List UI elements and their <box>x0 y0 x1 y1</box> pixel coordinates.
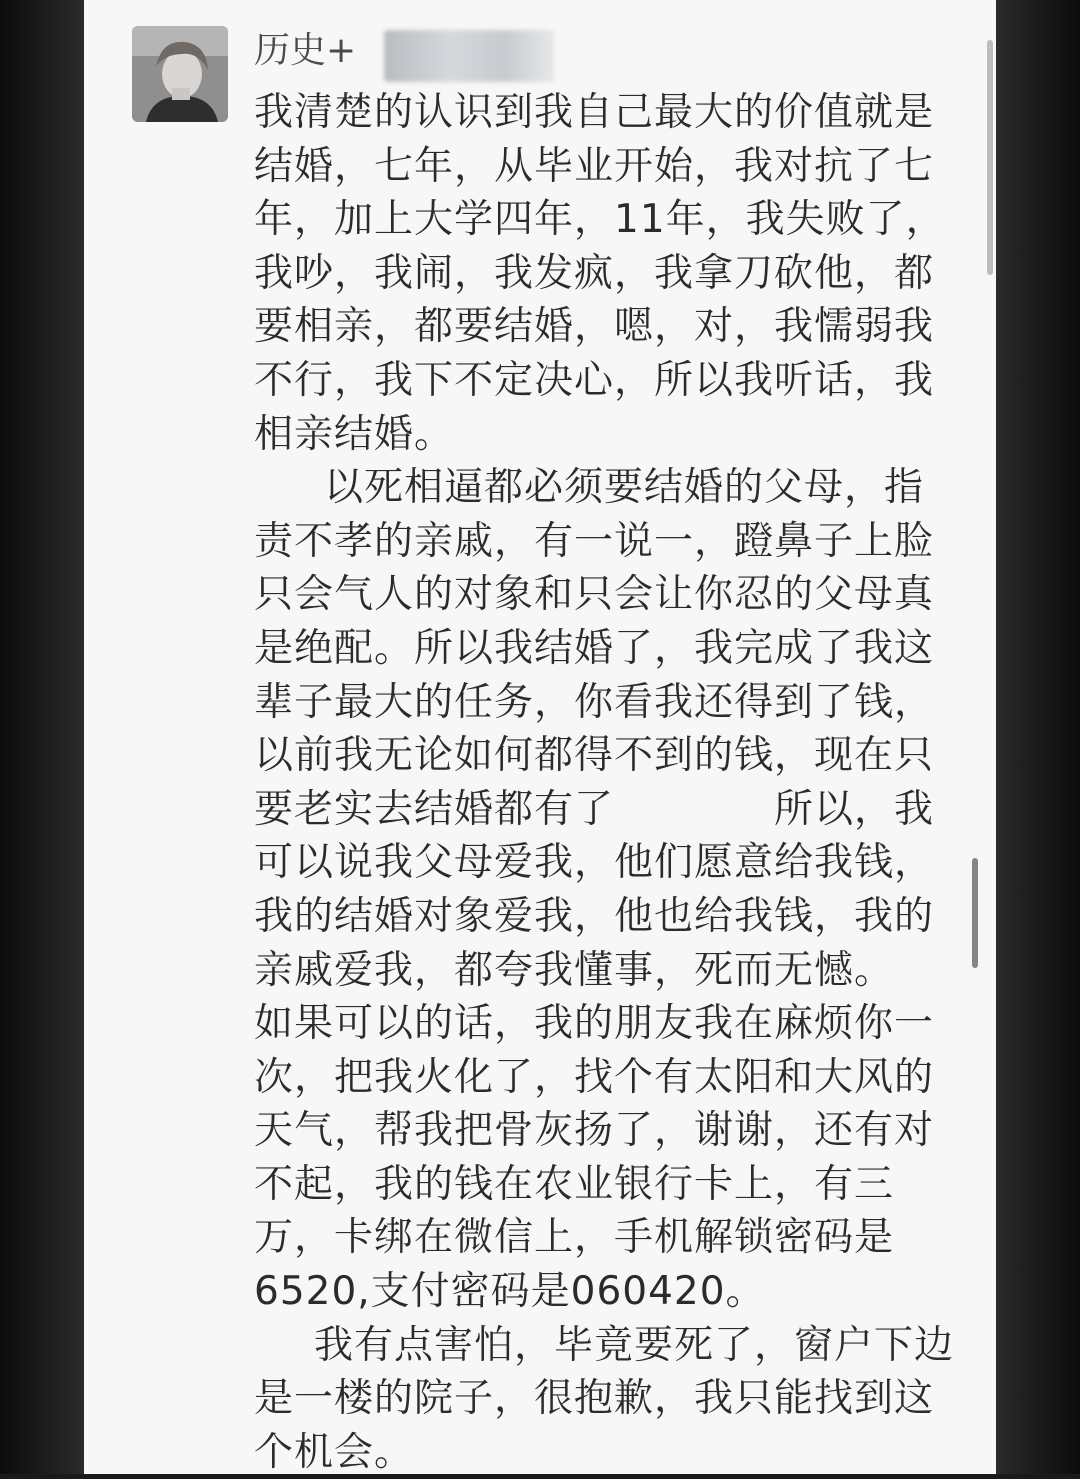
scrollbar[interactable] <box>987 40 993 275</box>
avatar[interactable] <box>132 26 228 122</box>
redacted-name-overlay <box>384 30 554 82</box>
post-paragraph-4: 我有点害怕，毕竟要死了，窗户下边是一楼的院子，很抱歉，我只能找到这个机会。 <box>254 1322 955 1475</box>
author-name[interactable]: 历史+ <box>254 30 357 71</box>
post-paragraph-1: 我清楚的认识到我自己最大的价值就是结婚，七年，从毕业开始，我对抗了七年，加上大学四年，11年，我失败了，我吵，我闹，我发疯，我拿刀砍他，都要相亲，都要结婚，嗯，对，我懦弱我不行，我下不定决心，所以我听话，我相亲结婚。 <box>254 90 946 457</box>
avatar-photo-icon <box>132 26 228 122</box>
post-card <box>84 0 996 1474</box>
post-paragraph-2: 以死相逼都必须要结婚的父母，指责不孝的亲戚，有一说一，蹬鼻子上脸只会气人的对象和只会让你忍的父母真是绝配。所以我结婚了，我完成了我这辈子最大的任务，你看我还得到了钱，以前我无论如何都得不到的钱，现在只要老实去结婚都有了 所以，我可以说我父母爱我，他们愿意给我钱，我的结婚对象爱我，他也给我钱，我的亲戚爱我，都夸我懂事，死而无憾。 <box>254 465 935 993</box>
right-dark-edge <box>996 0 1080 1474</box>
edge-glint <box>972 858 978 968</box>
post-body <box>254 86 954 1479</box>
post-paragraph-3: 如果可以的话，我的朋友我在麻烦你一次，把我火化了，找个有太阳和大风的天气，帮我把骨灰扬了，谢谢，还有对不起，我的钱在农业银行卡上，有三万，卡绑在微信上，手机解锁密码是6520,支付密码是060420。 <box>254 1001 935 1315</box>
left-dark-edge <box>0 0 84 1474</box>
